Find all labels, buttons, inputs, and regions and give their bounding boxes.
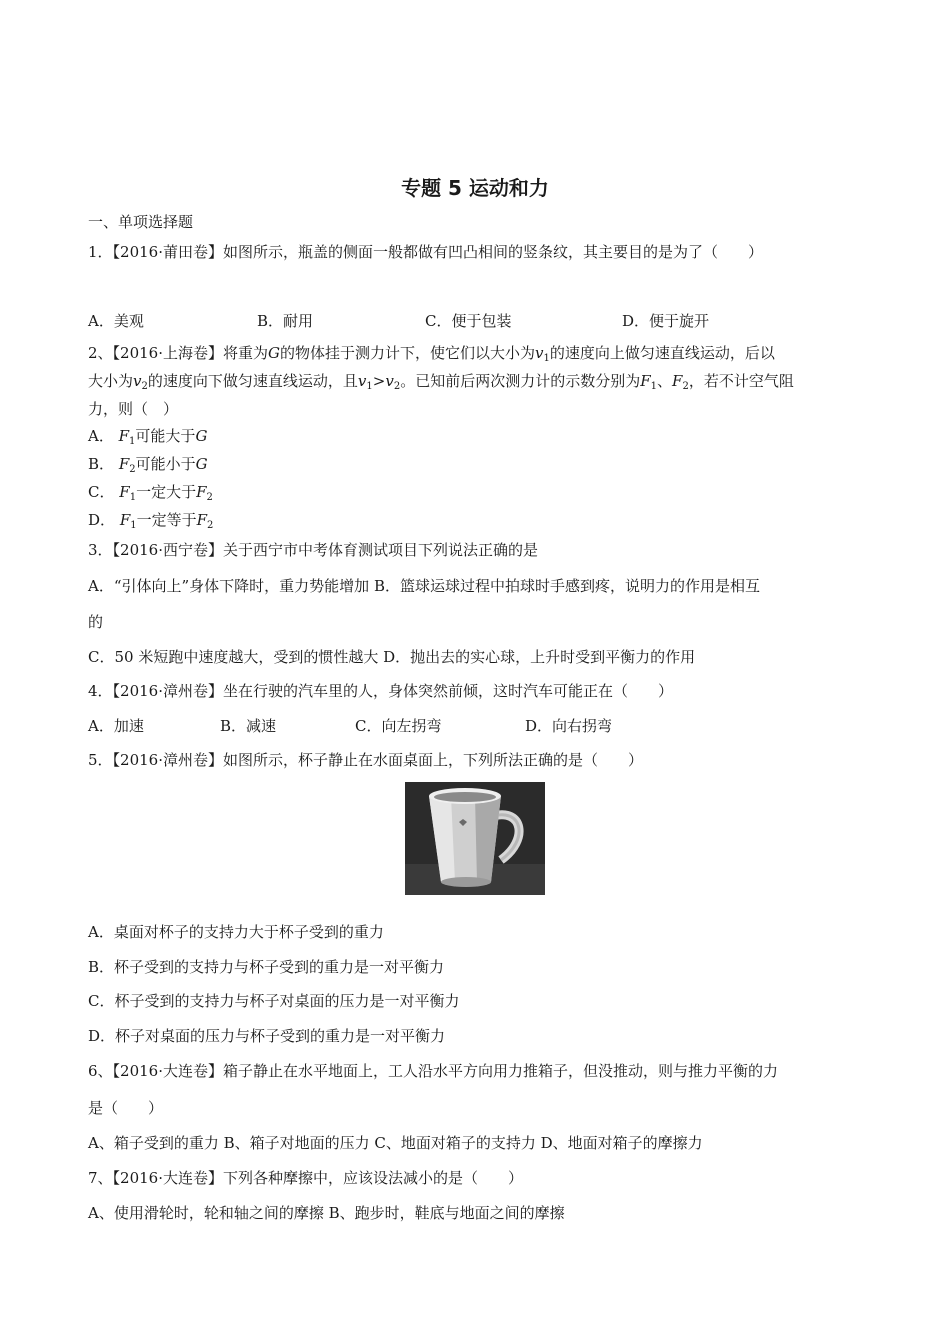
q2-option-d: D． $F_1$一定等于$F_2$ <box>88 511 214 531</box>
q2-option-b: B． $F_2$可能小于G <box>88 455 208 475</box>
q5-option-b: B．杯子受到的支持力与杯子受到的重力是一对平衡力 <box>88 958 445 976</box>
q4-stem: 4．【2016·漳州卷】坐在行驶的汽车里的人，身体突然前倾，这时汽车可能正在（ ） <box>88 682 673 700</box>
q1-option-a: A．美观 <box>88 312 144 330</box>
q5-option-d: D．杯子对桌面的压力与杯子受到的重力是一对平衡力 <box>88 1027 446 1045</box>
q1-option-d: D．便于旋开 <box>622 312 710 330</box>
q6-line-2: 是（ ） <box>88 1099 164 1117</box>
section-heading: 一、单项选择题 <box>88 213 194 231</box>
q3-stem: 3．【2016·西宁卷】关于西宁市中考体育测试项目下列说法正确的是 <box>88 541 538 559</box>
q3-options-line-3: C．50 米短跑中速度越大，受到的惯性越大 D．抛出去的实心球，上升时受到平衡力的作用 <box>88 648 696 666</box>
q1-option-c: C．便于包装 <box>425 312 512 330</box>
cup-illustration <box>405 782 545 895</box>
q3-options-line-1: A．“引体向上”身体下降时，重力势能增加 B．篮球运球过程中拍球时手感到疼，说明力的作用是相互 <box>88 577 760 595</box>
q5-option-a: A．桌面对杯子的支持力大于杯子受到的重力 <box>88 923 384 941</box>
q4-option-d: D．向右拐弯 <box>525 717 613 735</box>
page-title: 专题 5 运动和力 <box>401 176 549 200</box>
q6-options: A、箱子受到的重力 B、箱子对地面的压力 C、地面对箱子的支持力 D、地面对箱子的摩擦力 <box>88 1134 703 1152</box>
q4-option-c: C．向左拐弯 <box>355 717 442 735</box>
q2-option-c: C． $F_1$一定大于$F_2$ <box>88 483 213 503</box>
q5-option-c: C．杯子受到的支持力与杯子对桌面的压力是一对平衡力 <box>88 992 460 1010</box>
q1-option-b: B．耐用 <box>257 312 314 330</box>
q5-stem: 5．【2016·漳州卷】如图所示，杯子静止在水面桌面上，下列所法正确的是（ ） <box>88 751 643 769</box>
q4-option-a: A．加速 <box>88 717 144 735</box>
cup-photo <box>405 782 545 895</box>
q2-line-3: 力，则（ ） <box>88 400 179 418</box>
q2-line-2: 大小为$v_2$的速度向下做匀速直线运动，且$v_1>v_2$。已知前后两次测力计的示数分别为$F_1$、$F_2$，若不计空气阻 <box>88 372 794 392</box>
q7-stem: 7、【2016·大连卷】下列各种摩擦中，应该设法减小的是（ ） <box>88 1169 523 1187</box>
q1-stem: 1．【2016·莆田卷】如图所示，瓶盖的侧面一般都做有凹凸相间的竖条纹，其主要目的是为了（ ） <box>88 243 763 261</box>
q6-line-1: 6、【2016·大连卷】箱子静止在水平地面上，工人沿水平方向用力推箱子，但没推动，则与推力平衡的力 <box>88 1062 778 1080</box>
q2-option-a: A． $F_1$可能大于G <box>88 427 208 447</box>
q3-options-line-2: 的 <box>88 613 104 631</box>
q7-options-line-1: A、使用滑轮时，轮和轴之间的摩擦 B、跑步时，鞋底与地面之间的摩擦 <box>88 1204 565 1222</box>
q2-line-1: 2、【2016·上海卷】将重为G的物体挂于测力计下，使它们以大小为$v_1$的速度向上做匀速直线运动，后以 <box>88 344 775 364</box>
q4-option-b: B．减速 <box>220 717 277 735</box>
